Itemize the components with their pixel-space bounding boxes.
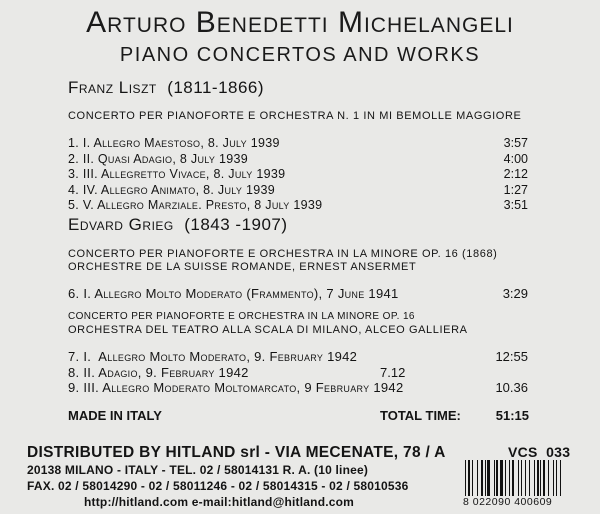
catalog-number: VCS 033 [508,444,571,460]
fax-numbers: FAX. 02 / 58014290 - 02 / 58011246 - 02 / 58014315 - 02 / 58010536 [27,479,409,493]
track-8 [68,365,249,380]
composer-years: (1843 -1907) [184,215,288,234]
track-number: 2. [68,151,80,166]
barcode-bar [518,460,519,496]
track-duration: 10.36 [495,380,528,395]
track-number: 8. [68,364,80,380]
track-1 [68,136,280,150]
total-time-label: TOTAL TIME: [380,408,461,423]
barcode-bar [465,460,466,496]
track-7 [68,349,357,364]
track-duration: 12:55 [495,349,528,364]
composer-name: Franz Liszt [68,78,157,97]
barcode-bar [529,460,530,496]
barcode-bar [472,460,473,496]
barcode-bar [468,460,470,496]
track-number: 1. [68,136,80,150]
barcode-bar [487,460,490,496]
composer-grieg [68,215,288,235]
barcode-bar [553,460,554,496]
track-duration: 1:27 [503,182,528,197]
address: 20138 MILANO - ITALY - TEL. 02 / 58014131 R. A. (10 linee) [27,463,369,477]
track-duration: 2:12 [503,167,528,181]
barcode-bar [537,460,539,496]
orchestra-credit: ORCHESTRA DEL TEATRO ALLA SCALA DI MILANO, ALCEO GALLIERA [68,324,468,336]
work-title: CONCERTO PER PIANOFORTE E ORCHESTRA N. 1 IN MI BEMOLLE MAGGIORE [68,110,522,122]
barcode-bar [525,460,526,496]
barcode-bar [477,460,478,496]
track-number: 6. [68,286,80,301]
track-2 [68,152,248,166]
work-title: CONCERTO PER PIANOFORTE E ORCHESTRA IN LA MINORE OP. 16 (1868) [68,248,498,260]
track-title: I. Allegro Maestoso, 8. July 1939 [82,136,280,150]
barcode-bar [509,460,510,496]
track-title: V. Allegro Marziale. Presto, 8 July 1939 [82,198,323,212]
track-title: I. Allegro Molto Moderato, 9. February 1942 [83,349,358,364]
track-title: IV. Allegro Animato, 8. July 1939 [82,182,275,197]
barcode-bar [534,460,535,496]
track-number: 9. [68,380,80,395]
track-9 [68,380,404,395]
distributor: DISTRIBUTED BY HITLAND srl - VIA MECENATE, 78 / A [27,444,446,461]
track-duration: 4:00 [503,151,528,166]
website: http://hitland.com e-mail:hitland@hitland.com [84,495,355,509]
track-3 [68,167,285,181]
barcode-bar [505,460,506,496]
track-number: 7. [68,349,80,364]
barcode-bar [521,460,522,496]
track-title: III. Allegretto Vivace, 8. July 1939 [82,167,286,181]
track-number: 4. [68,182,80,197]
barcode-digits: 8 022090 400609 [463,496,553,508]
track-title: III. Allegro Moderato Moltomarcato, 9 February 1942 [83,380,404,395]
barcode-bar [556,460,557,496]
track-title: II. Adagio, 9. February 1942 [83,364,249,380]
composer-liszt [68,78,264,98]
composer-name: Edvard Grieg [68,215,174,234]
track-number: 5. [68,198,80,212]
track-duration: 3:57 [503,136,528,150]
barcode-bar [560,460,561,496]
total-time-value: 51:15 [495,408,529,423]
composer-years: (1811-1866) [167,78,265,97]
track-6 [68,286,399,301]
barcode-bar [512,460,514,496]
track-duration: 3:51 [503,198,528,212]
work-title: CONCERTO PER PIANOFORTE E ORCHESTRA IN LA MINORE OP. 16 [68,311,415,322]
track-duration: 3:29 [502,286,528,301]
barcode-bar [481,460,483,496]
track-number: 3. [68,167,80,181]
track-title: II. Quasi Adagio, 8 July 1939 [82,151,248,166]
barcode-bar [548,460,549,496]
track-title: I. Allegro Molto Moderato (Frammento), 7 June 1941 [83,286,399,301]
barcode-bar [494,460,495,496]
barcode-bar [500,460,503,496]
artist-name: Arturo Benedetti Michelangeli [86,6,514,39]
barcode-bar [496,460,498,496]
track-duration: 7.12 [380,364,406,380]
orchestra-credit: ORCHESTRE DE LA SUISSE ROMANDE, ERNEST ANSERMET [68,261,417,273]
barcode-bar [485,460,486,496]
track-4 [68,183,275,197]
made-in-label: MADE IN ITALY [68,408,162,423]
track-5 [68,198,322,212]
album-title: PIANO CONCERTOS AND WORKS [119,44,481,66]
barcode-bar [540,460,541,496]
barcode-bar [543,460,545,496]
